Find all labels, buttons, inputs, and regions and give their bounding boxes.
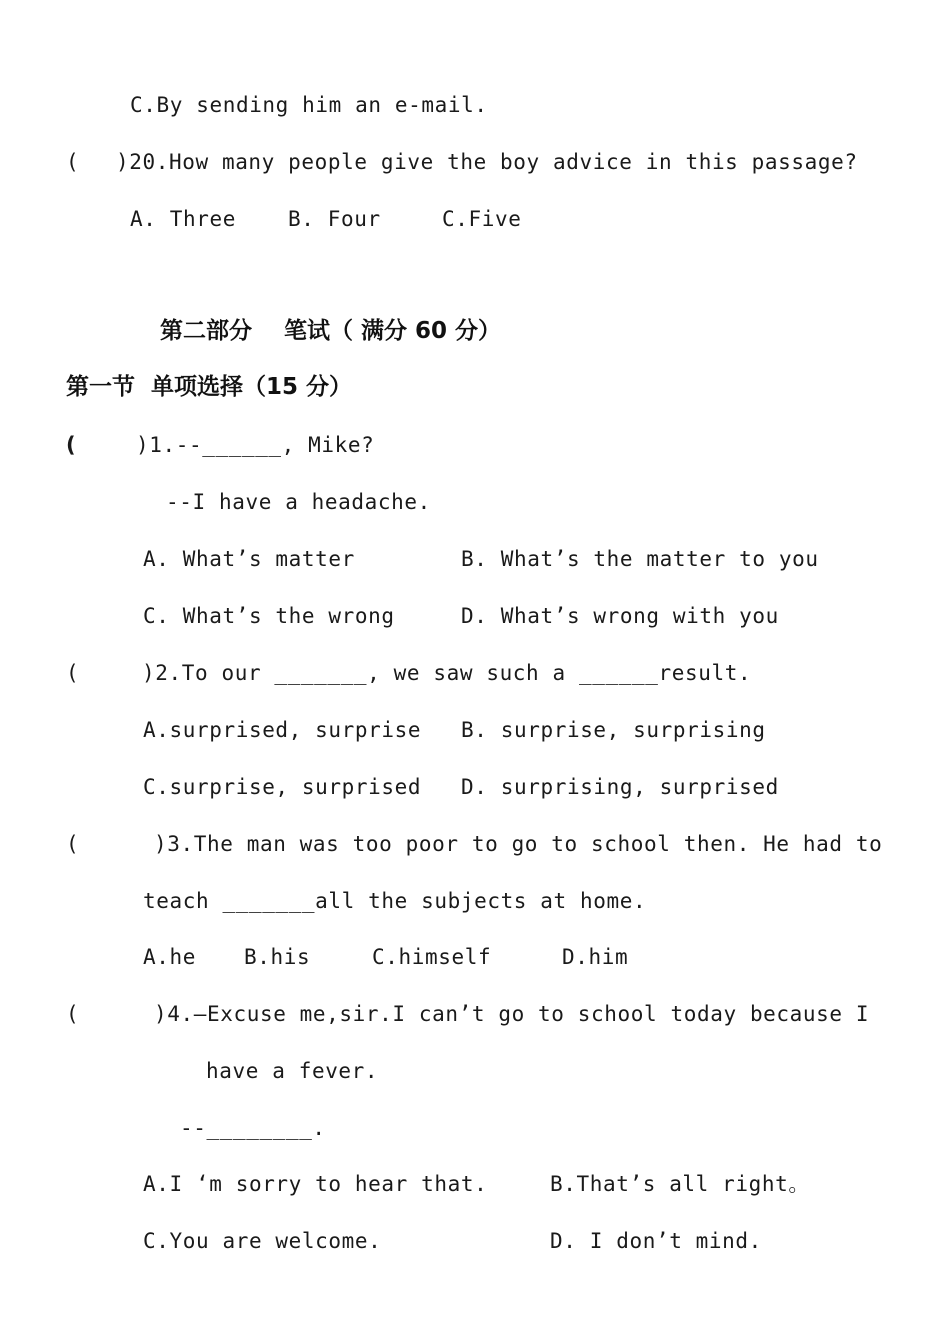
q3-option-a: A.he	[143, 945, 196, 969]
q4-option-a: A.I ‘m sorry to hear that.	[143, 1172, 488, 1196]
q2-option-d: D. surprising, surprised	[461, 775, 779, 799]
q2-option-c: C.surprise, surprised	[143, 775, 422, 799]
q3-option-d: D.him	[562, 945, 629, 969]
q20-option-c: C.Five	[442, 207, 522, 231]
q2-stem: )2.To our _______, we saw such a ______result.	[142, 661, 752, 685]
q2-option-b: B. surprise, surprising	[461, 718, 766, 742]
q1-option-b: B. What’s the matter to you	[461, 547, 819, 571]
q20-option-b: B. Four	[288, 207, 381, 231]
q4-stem-continued: have a fever.	[206, 1059, 379, 1083]
q4-reply: --________.	[180, 1116, 326, 1140]
q1-option-a: A. What’s matter	[143, 547, 355, 571]
q4-option-d: D. I don’t mind.	[550, 1229, 762, 1253]
q3-option-b: B.his	[244, 945, 311, 969]
q19-option-c: C.By sending him an e-mail.	[130, 93, 488, 117]
part2-title: 第二部分 笔试（ 满分 60 分）	[160, 318, 502, 344]
q3-answer-paren: (	[66, 832, 79, 856]
q1-stem: )1.--______, Mike?	[136, 433, 375, 457]
q4-stem: )4.—Excuse me,sir.I can’t go to school today because I	[154, 1002, 870, 1026]
q3-stem-continued: teach _______all the subjects at home.	[143, 889, 647, 913]
q2-answer-paren: (	[66, 661, 79, 685]
q1-option-c: C. What’s the wrong	[143, 604, 395, 628]
q3-option-c: C.himself	[372, 945, 492, 969]
section1-title: 第一节 单项选择（15 分）	[66, 374, 353, 400]
q20-answer-paren: (	[66, 150, 79, 174]
q4-answer-paren: (	[66, 1002, 79, 1026]
q20-stem: )20.How many people give the boy advice in this passage?	[116, 150, 858, 174]
q20-option-a: A. Three	[130, 207, 236, 231]
q2-option-a: A.surprised, surprise	[143, 718, 422, 742]
q3-stem: )3.The man was too poor to go to school then. He had to	[154, 832, 883, 856]
q4-option-b: B.That’s all right。	[550, 1172, 810, 1196]
q1-option-d: D. What’s wrong with you	[461, 604, 779, 628]
q1-reply: --I have a headache.	[166, 490, 431, 514]
q1-answer-paren: (	[66, 433, 76, 457]
q4-option-c: C.You are welcome.	[143, 1229, 382, 1253]
